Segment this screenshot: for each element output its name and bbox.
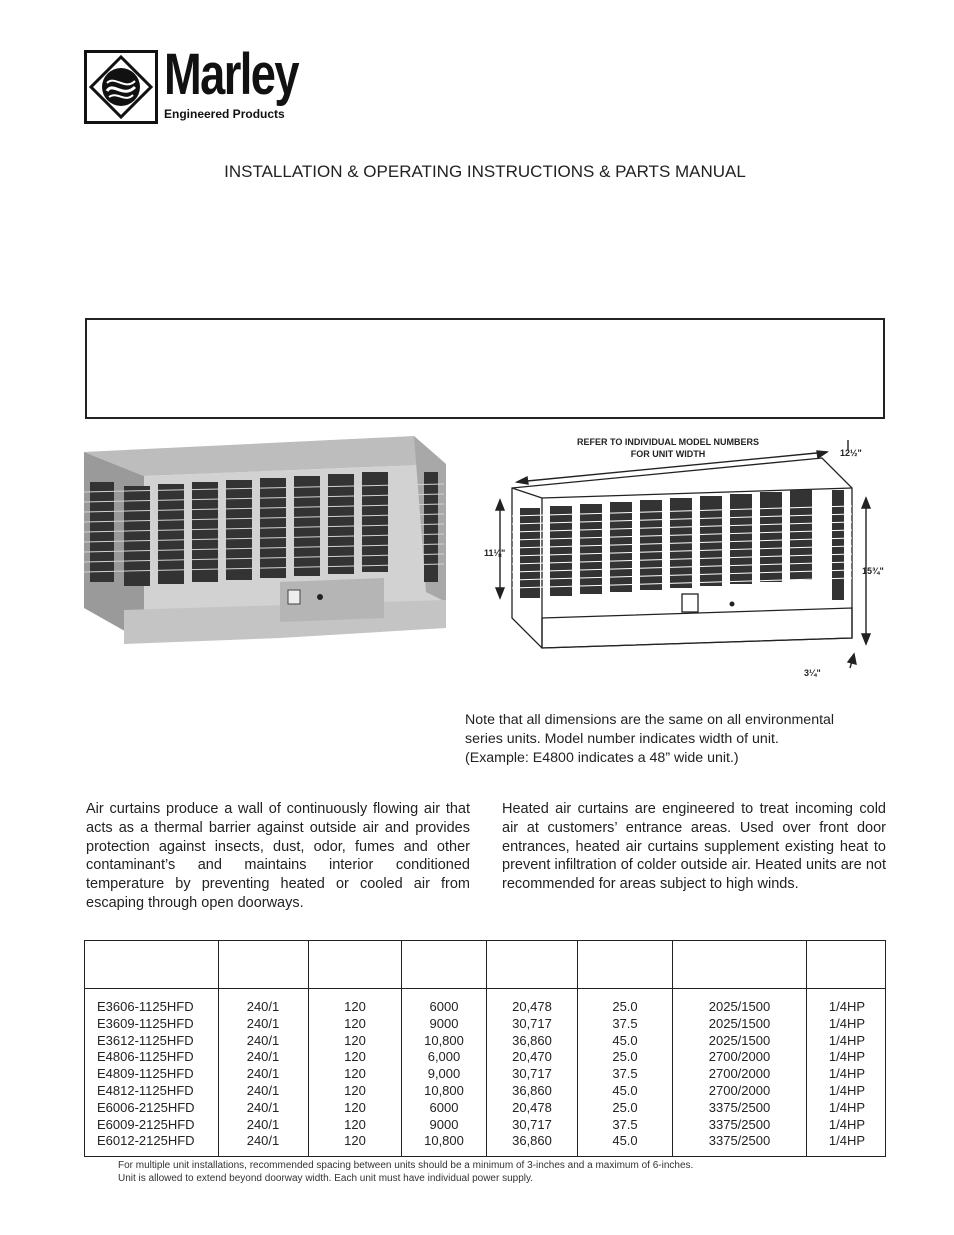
table-cell: 2700/2000 xyxy=(708,1049,771,1065)
dimension-bottom-label: 3¼" xyxy=(804,668,821,678)
table-cell: 1/4HP xyxy=(828,1032,866,1048)
table-cell: 240/1 xyxy=(246,1049,280,1065)
table-cell: 25.0 xyxy=(612,1099,638,1115)
table-cell: 240/1 xyxy=(246,1066,280,1082)
table-cell: 6,000 xyxy=(427,1049,461,1065)
table-cell: 9000 xyxy=(429,1116,459,1132)
unit-outline-drawing xyxy=(482,428,892,698)
table-cell: 240/1 xyxy=(246,1133,280,1149)
table-cell: 120 xyxy=(344,1015,366,1031)
table-cell: 2700/2000 xyxy=(708,1082,771,1098)
table-cell: 240/1 xyxy=(246,999,280,1014)
col-watts xyxy=(402,999,486,1150)
table-cell: 120 xyxy=(344,1049,366,1065)
note-line: Note that all dimensions are the same on all environmental xyxy=(465,712,835,728)
table-cell: 1/4HP xyxy=(828,1133,866,1149)
intro-paragraph-left: Air curtains produce a wall of continuously flowing air that acts as a thermal barrier against outside air and provides protection against insects, dust, odor, fumes and other contaminant’s and maintains interior conditioned temperature by preventing heated or cooled air from escaping through open doorways. xyxy=(86,801,470,911)
col-motor xyxy=(807,999,887,1150)
table-cell: 1/4HP xyxy=(828,999,866,1014)
footnote-line: For multiple unit installations, recommended spacing between units should be a minimum of 3-inches and a maximum of 6-inches. xyxy=(118,1160,694,1171)
footnote-line: Unit is allowed to extend beyond doorway width. Each unit must have individual power supply. xyxy=(118,1173,534,1184)
table-cell: 1/4HP xyxy=(828,1082,866,1098)
table-cell: 3375/2500 xyxy=(708,1099,771,1115)
logo-emblem xyxy=(84,50,158,124)
table-cell: 37.5 xyxy=(612,1066,638,1082)
table-cell: 2025/1500 xyxy=(708,1015,771,1031)
table-cell: 1/4HP xyxy=(828,1066,866,1082)
table-cell: 6000 xyxy=(429,1099,459,1115)
drawing-callout-line-2: FOR UNIT WIDTH xyxy=(630,449,706,459)
dimension-left-label: 11⅛" xyxy=(484,548,506,558)
unit-photo xyxy=(84,432,454,658)
table-cell: 120 xyxy=(344,1116,366,1132)
brand-subtitle: Engineered Products xyxy=(164,107,285,121)
table-cell: 3375/2500 xyxy=(708,1116,771,1132)
dimension-drawing xyxy=(482,428,892,698)
note-line: (Example: E4800 indicates a 48” wide unit.) xyxy=(465,750,739,766)
table-cell: 36,860 xyxy=(512,1133,552,1149)
intro-paragraph-right: Heated air curtains are engineered to treat incoming cold air at customers’ entrance areas. Used over front door entrances, heated air curtains supplement existing heat to prevent infiltration of colder outside air. Heated units are not recommended for areas subject to high winds. xyxy=(502,801,886,893)
brand-logo xyxy=(84,42,354,126)
table-cell: E4806-1125HFD xyxy=(97,1049,194,1065)
table-cell: 30,717 xyxy=(512,1116,552,1132)
table-cell: 25.0 xyxy=(612,1049,638,1065)
col-model xyxy=(97,999,195,1150)
drawing-callout-line-1: REFER TO INDIVIDUAL MODEL NUMBERS xyxy=(576,437,760,447)
table-cell: E4812-1125HFD xyxy=(97,1082,194,1098)
brand-name: Marley xyxy=(164,42,298,107)
table-cell: 45.0 xyxy=(612,1133,638,1149)
table-cell: 240/1 xyxy=(246,1032,280,1048)
col-btu xyxy=(487,999,577,1150)
spec-table xyxy=(84,940,886,1157)
table-cell: 37.5 xyxy=(612,1015,638,1031)
table-cell: 10,800 xyxy=(424,1133,464,1149)
col-cfm xyxy=(673,999,806,1150)
table-cell: 120 xyxy=(344,999,366,1014)
document-title: INSTALLATION & OPERATING INSTRUCTIONS & PARTS MANUAL xyxy=(224,162,746,181)
table-header-divider xyxy=(85,988,885,989)
table-cell: 45.0 xyxy=(612,1032,638,1048)
table-cell: 120 xyxy=(344,1032,366,1048)
table-cell: 1/4HP xyxy=(828,1015,866,1031)
col-voltage xyxy=(219,999,307,1150)
table-cell: 36,860 xyxy=(512,1082,552,1098)
col-amps xyxy=(578,999,672,1150)
table-cell: 2025/1500 xyxy=(708,1032,771,1048)
table-cell: 10,800 xyxy=(424,1032,464,1048)
table-cell: 20,478 xyxy=(512,1099,552,1115)
title-frame xyxy=(85,318,885,419)
table-cell: E3609-1125HFD xyxy=(97,1015,194,1031)
table-cell: 45.0 xyxy=(612,1082,638,1098)
table-cell: E3606-1125HFD xyxy=(97,999,194,1014)
table-cell: 6000 xyxy=(429,999,459,1014)
table-cell: 37.5 xyxy=(612,1116,638,1132)
table-cell: E6009-2125HFD xyxy=(97,1116,195,1132)
logo-swirl-icon xyxy=(87,53,155,121)
table-cell: 1/4HP xyxy=(828,1116,866,1132)
dimension-right-label: 15¾" xyxy=(862,566,884,576)
dimension-top-label: 12½" xyxy=(840,448,862,458)
table-cell: 240/1 xyxy=(246,1116,280,1132)
table-cell: 2700/2000 xyxy=(708,1066,771,1082)
table-cell: 120 xyxy=(344,1133,366,1149)
col-control-voltage xyxy=(309,999,401,1150)
table-cell: 9000 xyxy=(429,1015,459,1031)
note-line: series units. Model number indicates width of unit. xyxy=(465,731,779,747)
table-cell: E3612-1125HFD xyxy=(97,1032,194,1048)
table-cell: 240/1 xyxy=(246,1082,280,1098)
table-cell: 3375/2500 xyxy=(708,1133,771,1149)
table-cell: 120 xyxy=(344,1066,366,1082)
table-cell: 240/1 xyxy=(246,1099,280,1115)
table-cell: 1/4HP xyxy=(828,1099,866,1115)
table-cell: 240/1 xyxy=(246,1015,280,1031)
table-cell: 20,478 xyxy=(512,999,552,1014)
dimension-note xyxy=(465,711,885,768)
table-footnote xyxy=(118,1159,693,1185)
table-cell: 120 xyxy=(344,1082,366,1098)
table-cell: E6012-2125HFD xyxy=(97,1133,195,1149)
table-cell: 10,800 xyxy=(424,1082,464,1098)
table-cell: 120 xyxy=(344,1099,366,1115)
table-cell: 1/4HP xyxy=(828,1049,866,1065)
table-cell: 9,000 xyxy=(427,1066,461,1082)
table-cell: 25.0 xyxy=(612,999,638,1014)
table-cell: E4809-1125HFD xyxy=(97,1066,194,1082)
table-cell: 20,470 xyxy=(512,1049,552,1065)
table-cell: 30,717 xyxy=(512,1066,552,1082)
table-cell: 36,860 xyxy=(512,1032,552,1048)
table-cell: E6006-2125HFD xyxy=(97,1099,195,1115)
table-cell: 2025/1500 xyxy=(708,999,771,1014)
table-cell: 30,717 xyxy=(512,1015,552,1031)
